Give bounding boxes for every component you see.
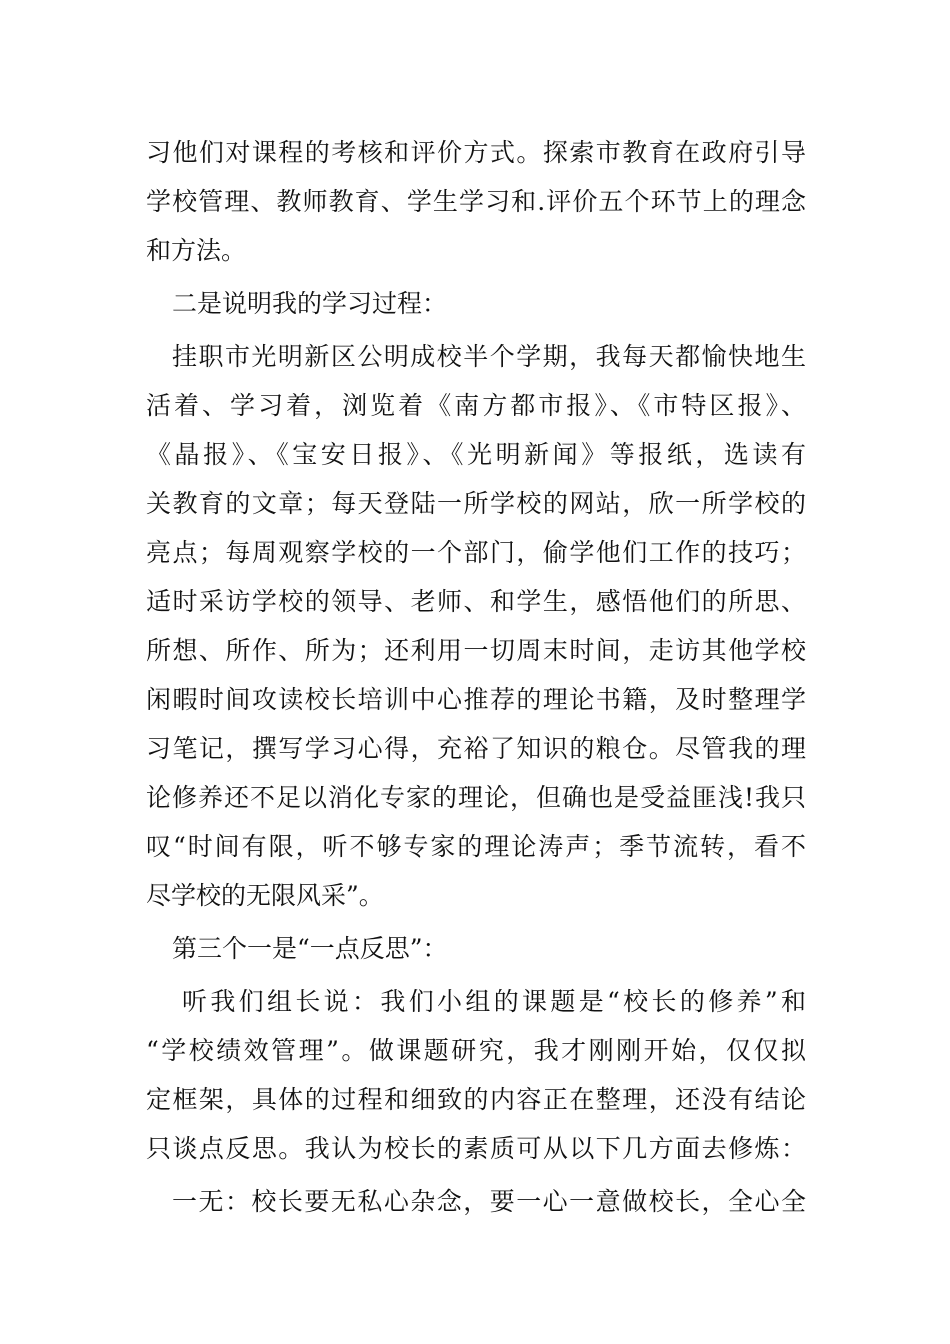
document-body [146, 128, 806, 1226]
text-line: 活着、学习着，浏览着《南方都市报》、《市特区报》、 [146, 391, 806, 420]
text-line: 闲暇时间攻读校长培训中心推荐的理论书籍，及时整理学 [146, 685, 806, 714]
text-line: 和方法。 [146, 236, 247, 265]
text-line: 听我们组长说：我们小组的课题是“校长的修养”和 [182, 987, 806, 1016]
text-line: 一无：校长要无私心杂念，要一心一意做校长，全心全 [172, 1187, 806, 1216]
text-line: 习他们对课程的考核和评价方式。探索市教育在政府引导 [146, 138, 806, 167]
paragraph-principal-qualities [146, 1177, 806, 1226]
text-line: 适时采访学校的领导、老师、和学生，感悟他们的所思、 [146, 587, 806, 616]
section-heading-reflection: 第三个一是“一点反思”： [172, 934, 448, 963]
text-line: 尽学校的无限风采”。 [146, 881, 384, 910]
paragraph-learning-process [146, 332, 806, 920]
paragraph-reflection [146, 977, 806, 1173]
text-line: 《晶报》、《宝安日报》、《光明新闻》等报纸，选读有 [146, 440, 806, 469]
text-line: 定框架，具体的过程和细致的内容正在整理，还没有结论 [146, 1085, 806, 1114]
text-line: 叹“时间有限，听不够专家的理论涛声；季节流转，看不 [146, 832, 806, 861]
text-line: 关教育的文章；每天登陆一所学校的网站，欣一所学校的 [146, 489, 806, 518]
text-line: 习笔记，撰写学习心得，充裕了知识的粮仓。尽管我的理 [146, 734, 806, 763]
paragraph-course-assessment [146, 128, 806, 275]
text-line: 挂职市光明新区公明成校半个学期，我每天都愉快地生 [172, 342, 806, 371]
text-line: 论修养还不足以消化专家的理论，但确也是受益匪浅!我只 [146, 783, 806, 812]
text-line: 所想、所作、所为；还利用一切周末时间，走访其他学校 [146, 636, 806, 665]
text-line: 学校管理、教师教育、学生学习和.评价五个环节上的理念 [146, 187, 806, 216]
text-line: “学校绩效管理”。做课题研究，我才刚刚开始，仅仅拟 [146, 1036, 806, 1065]
text-line: 只谈点反思。我认为校长的素质可从以下几方面去修炼： [146, 1134, 806, 1163]
section-heading-learning-process: 二是说明我的学习过程： [172, 289, 448, 318]
text-line: 亮点；每周观察学校的一个部门，偷学他们工作的技巧； [146, 538, 806, 567]
